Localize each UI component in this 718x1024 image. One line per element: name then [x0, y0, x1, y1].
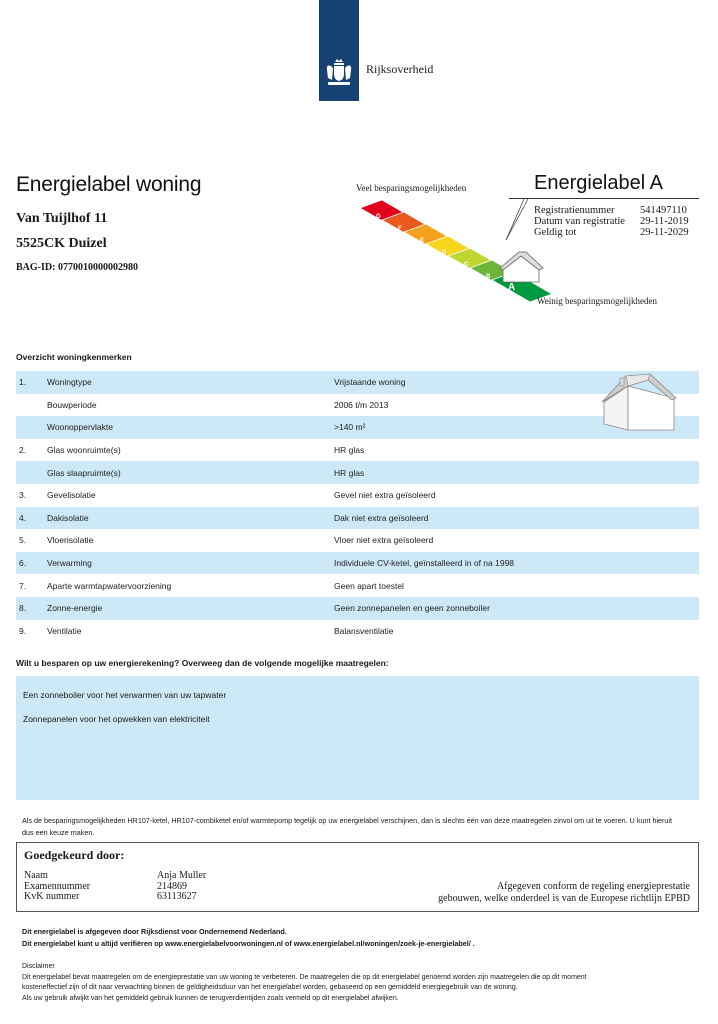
characteristic-value: Balansventilatie [334, 625, 394, 636]
scale-step-letter: D [442, 250, 447, 256]
characteristic-label: Woningtype [47, 377, 92, 388]
characteristic-value: Geen apart toestel [334, 580, 404, 591]
epbd-statement-line: Afgegeven conform de regeling energieprestatie [496, 881, 690, 892]
registration-row [534, 216, 710, 227]
characteristic-label: Aparte warmtapwatervoorziening [47, 580, 172, 591]
registration-key: Geldig tot [534, 227, 577, 238]
overview-title: Overzicht woningkenmerken [16, 352, 132, 362]
characteristic-number: 2. [19, 445, 27, 456]
characteristic-row [16, 620, 699, 643]
energy-scale-graphic [356, 196, 556, 306]
characteristic-number: 7. [19, 580, 27, 591]
approver-key: Examennummer [24, 880, 91, 892]
characteristic-label: Verwarming [47, 558, 92, 569]
registration-table [534, 205, 710, 238]
approver-key: Naam [24, 870, 48, 881]
characteristic-label: Woonoppervlakte [47, 422, 113, 433]
scale-bottom-text: Weinig besparingsmogelijkheden [537, 296, 657, 306]
measures-note: Als de besparingsmogelijkheden HR107-ketel, HR107-combiketel en/of warmtepomp tegelijk op uw energielabel verschijnen, dan is slechts één van deze maatregelen zinvol om uit te voeren. U kunt hieruit dus een keuze maken. [22, 816, 673, 837]
characteristic-label: Zonne-energie [47, 603, 103, 614]
rijksoverheid-logo-bar [319, 0, 359, 101]
energy-label-title: Energielabel A [534, 172, 663, 194]
characteristic-value: HR glas [334, 467, 365, 478]
epbd-statement-line: gebouwen, welke onderdeel is van de Europese richtlijn EPBD [438, 893, 690, 904]
characteristics-table [16, 371, 699, 642]
characteristic-row [16, 484, 699, 507]
house-icon [600, 372, 680, 434]
approved-box [16, 842, 699, 912]
label-house-icon [500, 252, 543, 282]
characteristic-row [16, 416, 699, 439]
characteristic-value: Vloer niet extra geïsoleerd [334, 535, 434, 546]
approver-row [24, 892, 206, 903]
scale-step-letter: A [508, 282, 516, 293]
characteristic-number: 5. [19, 535, 27, 546]
issuer-line: Dit energielabel is afgegeven door Rijksdienst voor Ondernemend Nederland. [22, 927, 287, 936]
approver-details [24, 871, 206, 903]
approver-row [24, 871, 206, 882]
advice-item: Een zonneboiler voor het verwarmen van uw tapwater [23, 690, 227, 700]
scale-step-letter: G [376, 214, 381, 220]
characteristic-number: 6. [19, 558, 27, 569]
characteristic-row [16, 597, 699, 620]
address-street: Van Tuijlhof 11 [16, 211, 108, 226]
characteristic-row [16, 507, 699, 530]
characteristic-value: 2006 t/m 2013 [334, 399, 389, 410]
registration-value: 541497110 [640, 205, 687, 216]
characteristic-label: Dakisolatie [47, 512, 89, 523]
characteristic-label: Glas woonruimte(s) [47, 445, 121, 456]
advice-question: Wilt u besparen op uw energierekening? Overweeg dan de volgende mogelijke maatregelen: [16, 658, 389, 668]
characteristic-label: Ventilatie [47, 625, 82, 636]
characteristic-number: 4. [19, 512, 27, 523]
approver-key: KvK nummer [24, 891, 80, 902]
characteristic-number: 1. [19, 377, 27, 388]
characteristic-value: >140 m² [334, 422, 366, 433]
characteristic-row [16, 461, 699, 484]
label-divider [509, 198, 699, 199]
registration-key: Datum van registratie [534, 216, 625, 227]
characteristic-value: Individuele CV-ketel, geïnstalleerd in of na 1998 [334, 558, 515, 569]
scale-step-letter: F [398, 226, 402, 232]
approved-title: Goedgekeurd door: [24, 848, 125, 862]
characteristic-value: Vrijstaande woning [334, 377, 406, 388]
characteristic-value: Gevel niet extra geïsoleerd [334, 490, 436, 501]
disclaimer-title: Disclaimer [22, 963, 55, 970]
characteristic-row [16, 371, 699, 394]
characteristic-value: HR glas [334, 445, 365, 456]
advice-box [16, 676, 699, 800]
characteristic-row [16, 439, 699, 462]
scale-step-letter: B [486, 274, 491, 280]
issuer-info [22, 926, 475, 950]
disclaimer [22, 962, 702, 1004]
characteristic-row [16, 529, 699, 552]
registration-key: Registratienummer [534, 205, 615, 216]
characteristic-number: 3. [19, 490, 27, 501]
registration-value: 29-11-2019 [640, 216, 689, 227]
approver-value: 63113627 [157, 891, 197, 902]
disclaimer-line: Als uw gebruik afwijkt van het gemiddeld gebruik kunnen de terugverdientijden zoals vermeld op dit energielabel afwijken. [22, 994, 399, 1002]
scale-step-letter: C [464, 262, 469, 268]
characteristic-label: Glas slaapruimte(s) [47, 467, 121, 478]
characteristic-value: Geen zonnepanelen en geen zonneboiler [334, 603, 490, 614]
characteristic-label: Gevelisolatie [47, 490, 96, 501]
disclaimer-line: Dit energielabel bevat maatregelen om de energieprestatie van uw woning te verbeteren. De maatregelen die op dit energielabel genoemd worden zijn maatregelen die op dit moment [22, 973, 587, 981]
verify-line: Dit energielabel kunt u altijd verifiëren op www.energielabelvoorwoningen.nl of www.energielabel.nl/woningen/zoek-je-energielabel/ . [22, 939, 475, 948]
scale-top-text: Veel besparingsmogelijkheden [356, 183, 467, 193]
characteristic-label: Bouwperiode [47, 399, 97, 410]
scale-step-letter: E [420, 238, 425, 244]
approver-value: 214869 [157, 880, 187, 892]
epbd-statement [438, 881, 690, 905]
dutch-coat-of-arms-icon [325, 58, 353, 88]
logo-text: Rijksoverheid [366, 62, 434, 76]
advice-item: Zonnepanelen voor het opwekken van elektriciteit [23, 714, 210, 724]
registration-row [534, 205, 710, 216]
address-postal-city: 5525CK Duizel [16, 236, 107, 251]
registration-value: 29-11-2029 [640, 227, 689, 238]
disclaimer-line: kosteneffectief zijn of dit naar verwachting binnen de geldigheidsduur van het energielabel worden, gebaseerd op een gemiddeld energiegebruik van de woning. [22, 984, 518, 991]
characteristic-number: 9. [19, 625, 27, 636]
page-title: Energielabel woning [16, 173, 202, 196]
characteristic-number: 8. [19, 603, 27, 614]
bag-id: BAG-ID: 0770010000002980 [16, 262, 138, 273]
approver-value: Anja Muller [157, 870, 207, 881]
characteristic-row [16, 574, 699, 597]
characteristic-row [16, 394, 699, 417]
characteristic-value: Dak niet extra geïsoleerd [334, 512, 429, 523]
characteristic-row [16, 552, 699, 575]
registration-row [534, 227, 710, 238]
characteristic-label: Vloerisolatie [47, 535, 94, 546]
